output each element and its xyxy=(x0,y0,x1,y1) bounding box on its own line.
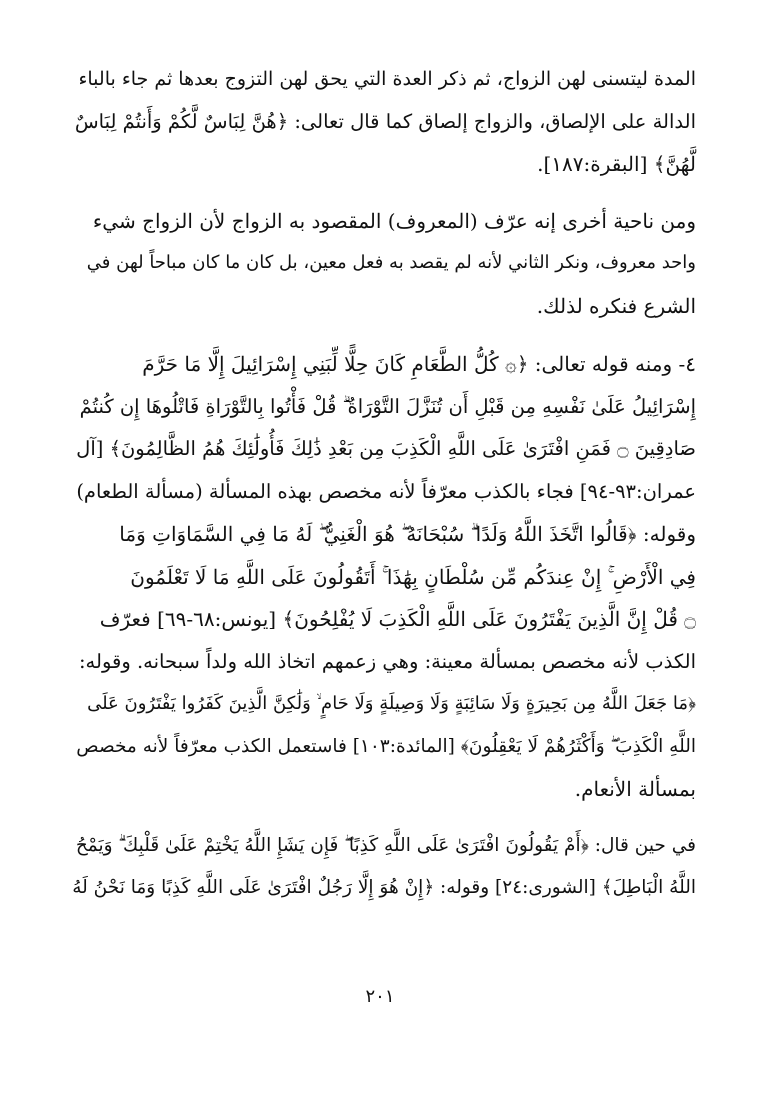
text-line: عمران:٩٣-٩٤] فجاء بالكذب معرّفاً لأنه مخصص بهذه المسألة (مسألة الطعام) xyxy=(76,479,696,503)
paragraph-libas xyxy=(72,58,696,186)
text-line: الشرع فنكره لذلك. xyxy=(536,293,696,318)
page-body xyxy=(72,58,696,910)
text-line: المدة ليتسنى لهن الزواج، ثم ذكر العدة التي يحق لهن التزوج بعدها ثم جاء بالباء xyxy=(78,68,696,90)
text-line: الكذب لأنه مخصص بمسألة معينة: وهي زعمهم اتخاذ الله ولداً سبحانه. وقوله: xyxy=(78,649,696,673)
text-line: اللَّهُ الْبَاطِلَ﴾ [الشورى:٢٤] وقوله: ﴿إِنْ هُوَ إِلَّا رَجُلٌ افْتَرَىٰ عَلَى اللَّهِ كَذِبًا وَمَا نَحْنُ لَهُ xyxy=(72,877,696,898)
paragraph-fi-hin xyxy=(72,825,696,910)
text-line: واحد معروف، ونكر الثاني لأنه لم يقصد به فعل معين، بل كان ما كان مباحاً لهن في xyxy=(86,252,696,273)
text-line: صَادِقِينَ ۝ فَمَنِ افْتَرَىٰ عَلَى اللَّهِ الْكَذِبَ مِن بَعْدِ ذَٰلِكَ فَأُولَٰئِكَ هُمُ الظَّالِمُونَ﴾ [آل xyxy=(76,437,696,460)
text-line: وقوله: ﴿قَالُوا اتَّخَذَ اللَّهُ وَلَدًا ۗ سُبْحَانَهُ ۖ هُوَ الْغَنِيُّ ۖ لَهُ مَا فِي السَّمَاوَاتِ وَمَا xyxy=(119,522,696,546)
paragraph-maruf xyxy=(72,200,696,328)
paragraph-kadhib xyxy=(72,343,696,811)
text-line: اللَّهِ الْكَذِبَ ۖ وَأَكْثَرُهُمْ لَا يَعْقِلُونَ﴾ [المائدة:١٠٣] فاستعمل الكذب معرّفاً لأنه مخصص xyxy=(76,735,696,757)
page-number: ٢٠١ xyxy=(365,986,395,1007)
text-line: فِي الْأَرْضِ ۚ إِنْ عِندَكُم مِّن سُلْطَانٍ بِهَٰذَا ۚ أَتَقُولُونَ عَلَى اللَّهِ مَا لَا تَعْلَمُونَ xyxy=(130,564,696,589)
text-line: بمسألة الأنعام. xyxy=(574,777,696,801)
text-line: في حين قال: ﴿أَمْ يَقُولُونَ افْتَرَىٰ عَلَى اللَّهِ كَذِبًا ۖ فَإِن يَشَإِ اللَّهُ يَخْتِمْ عَلَىٰ قَلْبِكَ ۗ وَيَمْحُ xyxy=(75,834,696,856)
text-line: ﴿مَا جَعَلَ اللَّهُ مِن بَحِيرَةٍ وَلَا سَائِبَةٍ وَلَا وَصِيلَةٍ وَلَا حَامٍ ۙ وَلَٰكِنَّ الَّذِينَ كَفَرُوا يَفْتَرُونَ عَلَى xyxy=(87,693,696,714)
text-line: ٤- ومنه قوله تعالى: ﴿۞ كُلُّ الطَّعَامِ كَانَ حِلًّا لِّبَنِي إِسْرَائِيلَ إِلَّا مَا حَرَّمَ xyxy=(142,352,696,376)
text-line: الدالة على الإلصاق، والزواج إلصاق كما قال تعالى: ﴿هُنَّ لِبَاسٌ لَّكُمْ وَأَنتُمْ لِبَاسٌ xyxy=(74,109,696,133)
text-line: لَّهُنَّ﴾ [البقرة:١٨٧]. xyxy=(537,152,696,176)
text-line: إِسْرَائِيلُ عَلَىٰ نَفْسِهِ مِن قَبْلِ أَن تُنَزَّلَ التَّوْرَاةُ ۗ قُلْ فَأْتُوا بِالتَّوْرَاةِ فَاتْلُوهَا إِن كُنتُمْ xyxy=(79,394,696,418)
text-line: ۝ قُلْ إِنَّ الَّذِينَ يَفْتَرُونَ عَلَى اللَّهِ الْكَذِبَ لَا يُفْلِحُونَ﴾ [يونس:٦٨-٦٩] فعرّف xyxy=(99,607,696,631)
text-line: ومن ناحية أخرى إنه عرّف (المعروف) المقصود به الزواج لأن الزواج شيء xyxy=(92,208,696,233)
